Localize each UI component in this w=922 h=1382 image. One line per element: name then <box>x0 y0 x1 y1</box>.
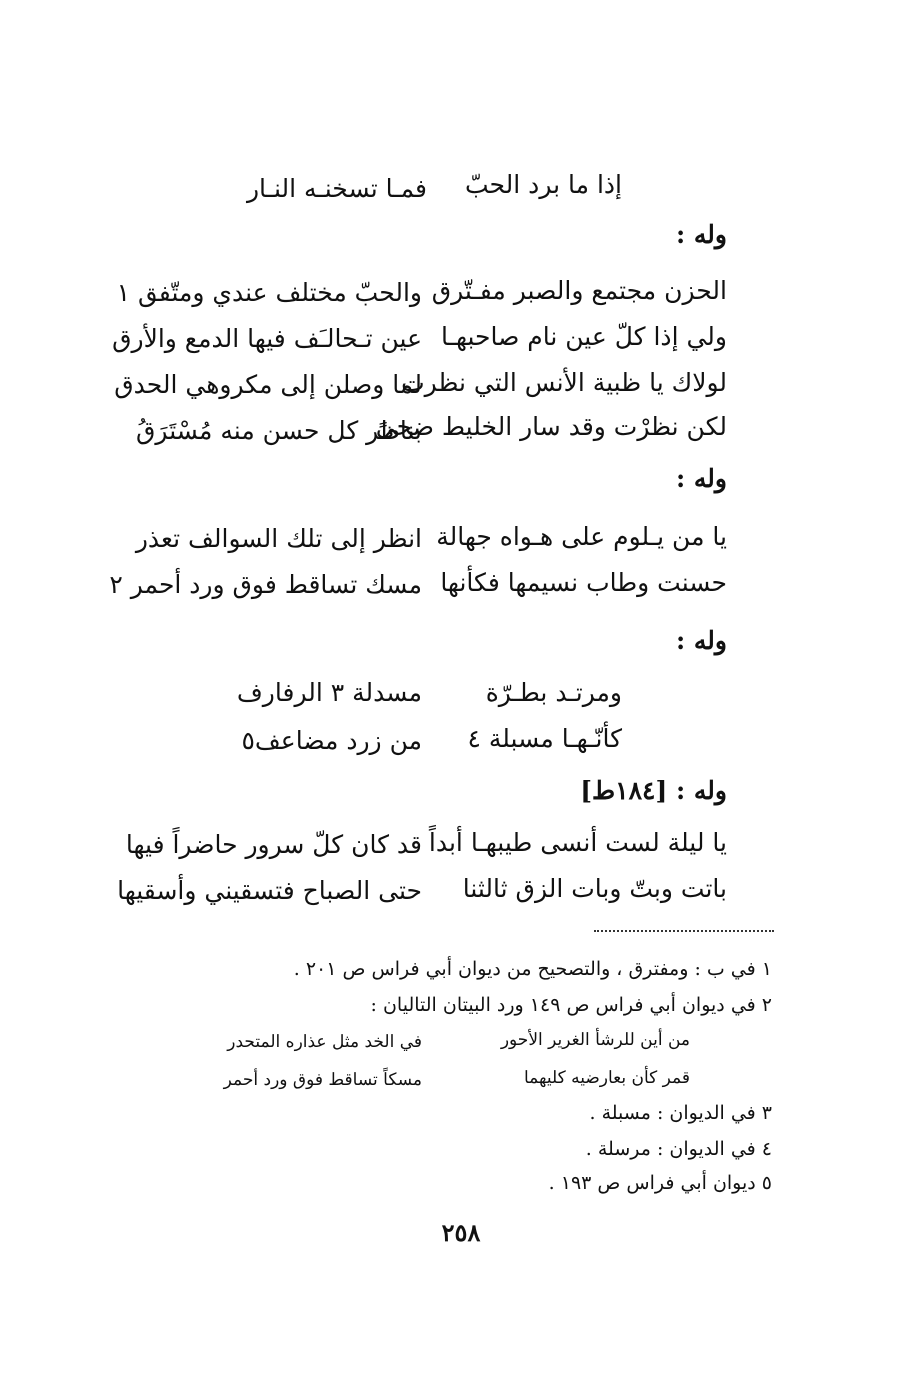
verse-hemistich-left: من زرد مضاعف٥ <box>241 726 422 755</box>
verse-hemistich-right: الحزن مجتمع والصبر مفـتّرق <box>431 276 727 305</box>
verse-hemistich-left: مسك تساقط فوق ورد أحمر ٢ <box>109 570 422 599</box>
verse-hemistich-right: حسنت وطاب نسيمها فكأنها <box>440 568 727 597</box>
verse-hemistich-left: انظر إلى تلك السوالف تعذر <box>135 524 422 553</box>
verse-hemistich-left: عين تـحالـَف فيها الدمع والأرق <box>112 324 422 353</box>
verse-hemistich-right: يا من يـلوم على هـواه جهالة <box>436 522 727 551</box>
verse-hemistich-right: لكن نظرْت وقد سار الخليط ضحىً <box>375 412 727 441</box>
footnote-separator <box>594 930 774 932</box>
verse-hemistich-right: باتت وبتّ وبات الزق ثالثنا <box>462 874 727 903</box>
verse-hemistich-right: ولي إذا كلّ عين نام صاحبهـا <box>441 322 727 351</box>
footnote-quoted-verse-left: في الخد مثل عذاره المتحدر <box>227 1032 422 1052</box>
verse-hemistich-left: لما وصلن إلى مكروهي الحدق <box>114 370 422 399</box>
footnote-quoted-verse-right: من أين للرشأ الغرير الأحور <box>500 1030 690 1050</box>
footnote: ٤ في الديوان : مرسلة . <box>585 1138 772 1160</box>
section-heading: وله : <box>675 626 727 655</box>
section-heading: وله : <box>675 220 727 249</box>
opening-verse-left: فمـا تسخنـه النـار <box>246 174 427 203</box>
verse-hemistich-left: حتى الصباح فتسقيني وأسقيها <box>117 876 422 905</box>
opening-verse-right: إذا ما برد الحبّ <box>464 170 622 199</box>
verse-hemistich-right: لولاك يا ظبية الأنس التي نظرت <box>401 368 727 397</box>
verse-hemistich-right: ومرتـد بطـرّة <box>485 678 622 707</box>
verse-hemistich-left: بناظر كل حسن منه مُسْتَرَقُ <box>136 416 422 445</box>
footnote: ٢ في ديوان أبي فراس ص ١٤٩ ورد البيتان التاليان : <box>370 994 772 1016</box>
footnote-quoted-verse-left: مسكاً تساقط فوق ورد أحمر <box>223 1070 422 1090</box>
verse-hemistich-left: مسدلة ٣ الرفارف <box>236 678 422 707</box>
section-heading: وله : <box>675 464 727 493</box>
footnote: ١ في ب : ومفترق ، والتصحيح من ديوان أبي فراس ص ٢٠١ . <box>293 958 772 980</box>
page-number: ٢٥٨ <box>441 1218 481 1247</box>
verse-hemistich-left: والحبّ مختلف عندي ومتّفق ١ <box>116 278 422 307</box>
section-heading: وله : [١٨٤ط] <box>580 776 727 805</box>
verse-hemistich-right: كأنّـهـا مسبلة ٤ <box>467 724 622 753</box>
footnote: ٣ في الديوان : مسبلة . <box>589 1102 772 1124</box>
verse-hemistich-left: قد كان كلّ سرور حاضراً فيها <box>125 830 422 859</box>
footnote-quoted-verse-right: قمر كأن بعارضيه كليهما <box>524 1068 690 1088</box>
footnote: ٥ ديوان أبي فراس ص ١٩٣ . <box>548 1172 772 1194</box>
verse-hemistich-right: يا ليلة لست أنسى طيبهـا أبداً <box>428 828 727 857</box>
